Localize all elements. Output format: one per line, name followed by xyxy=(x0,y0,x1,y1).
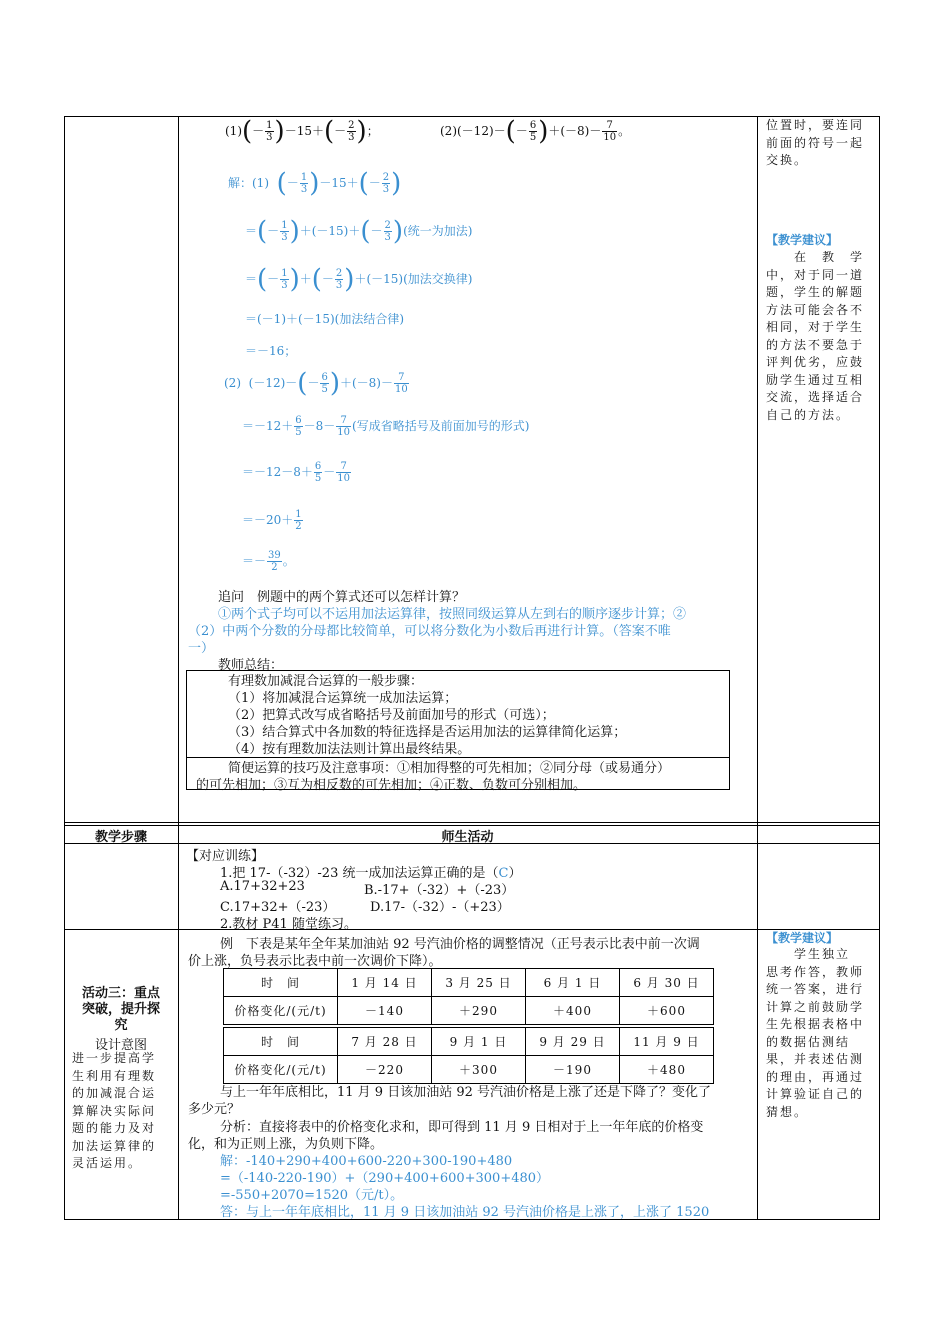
solution-1-line-1: 解：(1) (－ $\frac{1}{3}$ )－15＋(－ $\frac{2}{3}$ ) xyxy=(228,168,402,199)
followup-answer-2: （2）中两个分数的分母都比较简单，可以将分数化为小数后再进行计算。（答案不唯 xyxy=(188,624,671,639)
followup-question: 追问 例题中的两个算式还可以怎样计算？ xyxy=(218,590,466,605)
price-change-table xyxy=(223,968,714,1084)
design-intent-body: 进一步提高学 生利用有理数 的加减混合运 算解决实际问 题的能力及对 加法运算律的 灵活运用。 xyxy=(72,1051,157,1170)
example2-analysis-2: 化，和为正则上涨，为负则下降。 xyxy=(188,1137,384,1152)
solution-2-line-1: (2) (－12)－(－ $\frac{6}{5}$ )＋(－8)－ $\frac{7}{10}$ xyxy=(224,368,408,399)
example2-answer: 答：与上一年年底相比，11 月 9 日该加油站 92 号汽油价格是上涨了，上涨了 1520 xyxy=(220,1205,710,1220)
solution-2-line-4: ＝－20＋ $\frac{1}{2}$ xyxy=(242,509,302,532)
sidebar-suggestion-title: 【教学建议】 xyxy=(766,233,839,247)
practice-option-b: B.-17+（-32）+（-23） xyxy=(364,883,515,898)
followup-answer-3: 一） xyxy=(188,641,215,656)
practice-option-c: C.17+32+（-23） xyxy=(220,900,336,915)
summary-tips-1: 简便运算的技巧及注意事项：①相加得整的可先相加；②同分母（或易通分） xyxy=(228,761,671,776)
activity3-title: 活动三：重点 突破，提升探 究 xyxy=(81,986,160,1033)
design-intent-title: 设计意图 xyxy=(94,1038,147,1053)
followup-answer-1: ①两个式子均可以不运用加法运算律，按照同级运算从左到右的顺序逐步计算；② xyxy=(218,607,687,622)
example2-solution-1: 解：-140+290+400+600-220+300-190+480 xyxy=(220,1154,513,1169)
example-expression-2: (2)(－12)－(－ $\frac{6}{5}$ )＋(－8)－ $\frac{7}{10}$ 。 xyxy=(440,116,631,147)
example-expression-1: (1)(－ $\frac{1}{3}$ )－15＋(－ $\frac{2}{3}$ )； xyxy=(225,116,379,147)
example2-solution-3: =-550+2070=1520（元/t）。 xyxy=(220,1188,404,1203)
header-teaching-steps: 教学步骤 xyxy=(94,830,147,845)
example2-question-1: 与上一年年底相比，11 月 9 日该加油站 92 号汽油价格是上涨了还是下降了？变化了 xyxy=(220,1085,712,1100)
header-teacher-student-activity: 师生活动 xyxy=(441,830,494,845)
example2-analysis-1: 分析：直接将表中的价格变化求和，即可得到 11 月 9 日相对于上一年年底的价格变 xyxy=(220,1120,704,1135)
table-row: 价格变化/(元/t) －140 ＋290 ＋400 ＋600 xyxy=(224,997,714,1027)
col-divider-1 xyxy=(178,116,179,1220)
sidebar-bottom-suggestion-body: 学生独立 思考作答，教师 统一答案，进行 计算之前鼓励学 生先根据表格中 的数据估测结 果，并表述估测 的理由，再通过 计算验证自己的 猜想。 xyxy=(766,947,865,1119)
solution-2-line-5: ＝－ $\frac{39}{2}$ 。 xyxy=(242,550,295,573)
practice-q1-answer: C xyxy=(498,866,509,881)
practice-option-a: A.17+32+23 xyxy=(220,879,305,894)
solution-1-line-2: ＝(－ $\frac{1}{3}$ )＋(－15)＋(－ $\frac{2}{3}$ )(统一为加法) xyxy=(245,216,473,247)
row-divider-3 xyxy=(64,929,880,930)
practice-q1: 1.把 17-（-32）-23 统一成加法运算正确的是（C） xyxy=(220,866,522,881)
sidebar-suggestion-body: 在 教 学 中，对于同一道 题，学生的解题 方法可能会各不 相同，对于学生 的方法不要急于 评判优劣，应鼓 励学生通过互相 交流，选择适合 自己的方法。 xyxy=(766,250,865,422)
practice-q2: 2.教材 P41 随堂练习。 xyxy=(220,917,357,932)
example2-intro-2: 价上涨，负号表示比表中前一次调价下降）。 xyxy=(188,954,442,969)
col-divider-2 xyxy=(757,116,758,1220)
summary-step-1: （1）将加减混合运算统一成加法运算； xyxy=(228,691,458,706)
table-row: 时 间 7 月 28 日 9 月 1 日 9 月 29 日 11 月 9 日 xyxy=(224,1026,714,1056)
sidebar-bottom-suggestion-title: 【教学建议】 xyxy=(766,931,839,945)
table-row: 价格变化/(元/t) －220 ＋300 －190 ＋480 xyxy=(224,1056,714,1084)
border-left xyxy=(64,116,65,1220)
practice-option-d: D.17-（-32）-（+23） xyxy=(370,900,510,915)
example2-question-2: 多少元？ xyxy=(188,1102,241,1117)
summary-step-2: （2）把算式改写成省略括号及前面加号的形式（可选）； xyxy=(228,708,555,723)
example2-intro-1: 例 下表是某年全年某加油站 92 号汽油价格的调整情况（正号表示比表中前一次调 xyxy=(220,937,700,952)
example2-solution-2: =（-140-220-190）+（290+400+600+300+480） xyxy=(220,1171,550,1186)
solution-2-line-3: ＝－12－8＋ $\frac{6}{5}$ － $\frac{7}{10}$ xyxy=(242,461,351,484)
summary-step-3: （3）结合算式中各加数的特征选择是否运用加法的运算律简化运算； xyxy=(228,725,627,740)
teacher-summary-label: 教师总结： xyxy=(218,658,284,673)
solution-1-line-3: ＝(－ $\frac{1}{3}$ )＋(－ $\frac{2}{3}$ )＋(－15)(加法交换律) xyxy=(245,264,473,295)
solution-1-line-4: ＝(－1)＋(－15)(加法结合律) xyxy=(245,312,404,326)
summary-step-4: （4）按有理数加法法则计算出最终结果。 xyxy=(228,742,471,757)
summary-tips-2: 的可先相加；③互为相反数的可先相加；④正数、负数可分别相加。 xyxy=(196,778,587,793)
sidebar-note: 位置时，要连同 前面的符号一起 交换。 xyxy=(766,118,865,167)
table-row: 时 间 1 月 14 日 3 月 25 日 6 月 1 日 6 月 30 日 xyxy=(224,969,714,997)
practice-title: 【对应训练】 xyxy=(186,849,265,864)
border-right xyxy=(879,116,880,1220)
summary-title: 有理数加减混合运算的一般步骤： xyxy=(228,674,424,689)
solution-1-line-5: ＝－16； xyxy=(245,344,297,358)
row-divider-1a xyxy=(64,822,880,823)
solution-2-line-2: ＝－12＋ $\frac{6}{5}$ －8－ $\frac{7}{10}$ (写成省略括号及前面加号的形式) xyxy=(242,415,530,438)
